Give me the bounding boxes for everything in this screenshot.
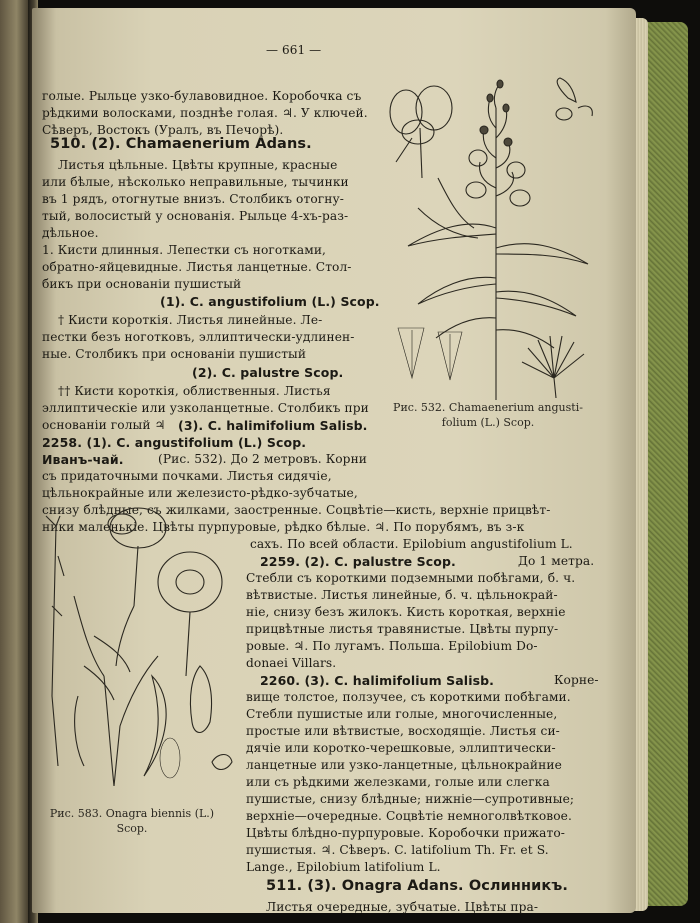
text-line: ланцетные или узко-ланцетные, цѣльнокрайние	[246, 758, 562, 772]
text-line: До 1 метра.	[518, 554, 595, 568]
text-line: дячіе или коротко-черешковые, эллиптически-	[246, 741, 556, 755]
text-line: donaei Villars.	[246, 656, 337, 670]
caption-line: Рис. 583. Onagra biennis (L.)	[49, 807, 215, 820]
text-line: въ 1 рядъ, отогнутые внизъ. Столбикъ отогну-	[42, 192, 344, 206]
text-line: Корне-	[554, 673, 599, 687]
text-line: (Рис. 532). До 2 метровъ. Корни	[158, 452, 368, 466]
text-line: вѣтвистые. Листья линейные, б. ч. цѣльнокрай-	[246, 588, 558, 602]
text-line: верхніе—очередные. Соцвѣтіе немноголвѣтковое.	[246, 809, 572, 823]
page-number: — 661 —	[266, 43, 322, 57]
text-line: основаніи голый ♃	[42, 418, 166, 432]
text-line: прицвѣтные листья травянистые. Цвѣты пурпу-	[246, 622, 559, 636]
caption-line: Рис. 532. Chamaenerium angusti-	[393, 401, 583, 414]
text-line: снизу блѣдные, съ жилками, заостренные. Соцвѣтіе—кисть, верхніе прицвѣт-	[42, 503, 551, 517]
text-line: бикъ при основаніи пушистый	[42, 277, 242, 291]
text-line: простые или вѣтвистые, восходящіе. Листья си-	[246, 724, 560, 738]
text-line: Lange., Epilobium latifolium L.	[246, 860, 441, 874]
text-line: 1. Кисти длинныя. Лепестки съ ноготками,	[42, 243, 327, 257]
text-line: голые. Рыльце узко-булавовидное. Коробочка съ	[42, 89, 362, 103]
text-line: рѣдкими волосками, позднѣе голая. ♃. У ключей.	[42, 106, 368, 120]
text-line: ные. Столбикъ при основаніи пушистый	[42, 347, 307, 361]
text-line: или бѣлые, нѣсколько неправильные, тычинки	[42, 175, 349, 189]
key-species-3: (3). C. halimifolium Salisb.	[178, 418, 368, 433]
text-line: съ придаточными почками. Листья сидячіе,	[42, 469, 332, 483]
text-line: Листья очередные, зубчатые. Цвѣты пра-	[266, 900, 539, 914]
figure-532-illustration	[378, 78, 612, 408]
text-line: пушистыя. ♃. Сѣверъ. C. latifolium Th. Fr. et S.	[246, 843, 549, 857]
text-line: эллиптическіе или узколанцетные. Столбикъ при	[42, 401, 369, 415]
text-line: ники маленькіе. Цвѣты пурпуровые, рѣдко бѣлые. ♃. По порубямъ, въ з-к	[42, 520, 525, 534]
text-line: или съ рѣдкими железками, голые или слегка	[246, 775, 550, 789]
text-line: ніе, снизу безъ жилокъ. Кисть короткая, верхніе	[246, 605, 566, 619]
text-line: цѣльнокрайные или железисто-рѣдко-зубчатые,	[42, 486, 358, 500]
text-line: пушистые, снизу блѣдные; нижніе—супротивные;	[246, 792, 575, 806]
text-line: обратно-яйцевидные. Листья ланцетные. Стол-	[42, 260, 352, 274]
species-2258-common-name: Иванъ-чай.	[42, 452, 124, 467]
text-line: вище толстое, ползучее, съ короткими побѣгами.	[246, 690, 571, 704]
figure-532-caption	[370, 400, 606, 430]
book-cover	[646, 22, 688, 906]
left-page-edge	[0, 0, 30, 923]
species-2260-heading: 2260. (3). C. halimifolium Salisb.	[260, 673, 495, 688]
text-line: Цвѣты блѣдно-пурпуровые. Коробочки прижато-	[246, 826, 565, 840]
text-line: Стебли съ короткими подземными побѣгами, б. ч.	[246, 571, 576, 585]
genus-heading-511: 511. (3). Onagra Adans. Ослинникъ.	[266, 878, 568, 894]
text-line: Листья цѣльные. Цвѣты крупные, красные	[58, 158, 338, 172]
book-page	[32, 8, 636, 913]
text-line: дѣльное.	[42, 226, 99, 240]
key-species-1: (1). C. angustifolium (L.) Scop.	[160, 294, 380, 309]
genus-heading-510: 510. (2). Chamaenerium Adans.	[50, 136, 312, 152]
caption-line: folium (L.) Scop.	[441, 416, 535, 429]
caption-line: Scop.	[116, 822, 148, 835]
text-line: сахъ. По всей области. Epilobium angustifolium L.	[250, 537, 573, 551]
text-line: тый, волосистый у основанія. Рыльце 4-хъ-раз-	[42, 209, 349, 223]
text-line: ровые. ♃. По лугамъ. Польша. Epilobium Do-	[246, 639, 538, 653]
figure-533-illustration	[34, 496, 238, 796]
species-2258-heading: 2258. (1). C. angustifolium (L.) Scop.	[42, 435, 307, 450]
species-2259-heading: 2259. (2). C. palustre Scop.	[260, 554, 456, 569]
text-line: † Кисти короткія. Листья линейные. Ле-	[58, 313, 323, 327]
key-species-2: (2). C. palustre Scop.	[192, 365, 344, 380]
text-line: Стебли пушистые или голые, многочисленные,	[246, 707, 558, 721]
figure-533-caption	[32, 806, 232, 836]
text-line: пестки безъ ноготковъ, эллиптически-удлинен-	[42, 330, 355, 344]
text-line: †† Кисти короткія, облиственныя. Листья	[58, 384, 331, 398]
text-line: Сѣверъ, Востокъ (Уралъ, въ Печорѣ).	[42, 123, 284, 137]
